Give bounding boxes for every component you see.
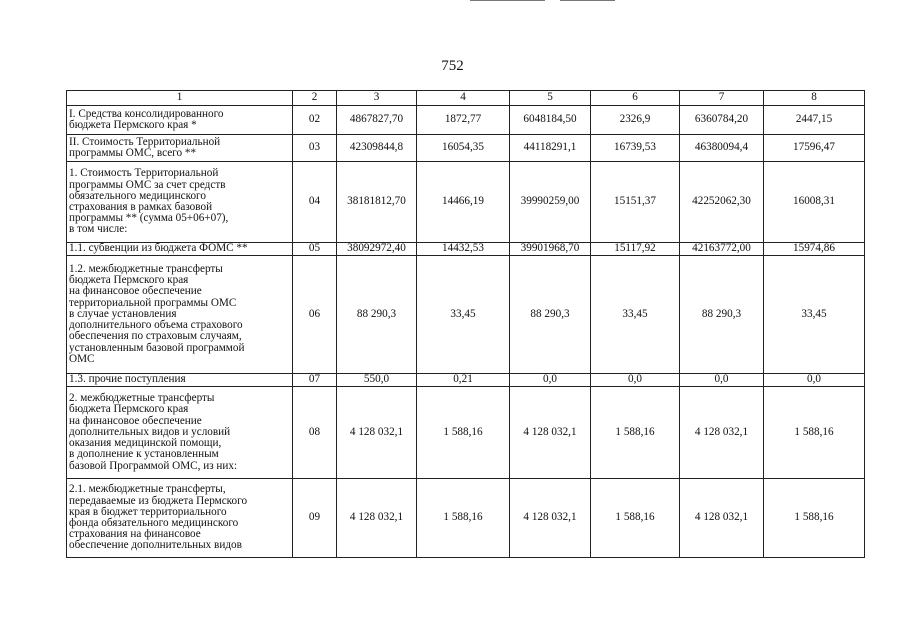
value-cell: 1 588,16: [591, 479, 680, 558]
row-label-line: ОМС: [69, 352, 95, 365]
value-cell: 6360784,20: [680, 106, 764, 135]
row-label-line: бюджета Пермского края: [69, 403, 189, 416]
value-cell: 1872,77: [417, 106, 510, 135]
value-cell: 4 128 032,1: [337, 479, 417, 558]
row-label-line: страхования в рамках базовой: [69, 201, 213, 213]
row-label-line: передаваемые из бюджета Пермского: [69, 494, 248, 507]
row-label-line: 1. Стоимость Территориальной: [69, 167, 219, 180]
header-row: [67, 91, 865, 106]
row-label-line: оказания медицинской помощи,: [69, 437, 222, 450]
row-label-line: бюджета Пермского края *: [69, 119, 197, 131]
row-label-line: II. Стоимость Территориальной: [69, 135, 221, 148]
table-row: [67, 479, 865, 558]
value-cell: 16739,53: [591, 135, 680, 162]
row-label: [67, 256, 293, 374]
row-label-line: бюджета Пермского края: [69, 274, 189, 287]
table-row: [67, 387, 865, 479]
value-cell: 38092972,40: [337, 243, 417, 256]
row-label: [67, 479, 293, 558]
column-header: 1: [67, 91, 293, 106]
row-label-line: в случае установления: [69, 307, 177, 320]
column-header: 3: [337, 91, 417, 106]
budget-table: [66, 90, 865, 558]
row-label-line: 1.3. прочие поступления: [69, 373, 186, 386]
row-label-line: фонда обязательного медицинского: [69, 517, 239, 529]
row-label-line: 2.1. межбюджетные трансферты,: [69, 483, 226, 496]
row-label-line: программы ОМС за счет средств: [69, 178, 226, 191]
value-cell: 88 290,3: [510, 256, 591, 374]
row-label: [67, 162, 293, 243]
page-number: 752: [441, 58, 464, 74]
row-code: 03: [293, 135, 337, 162]
value-cell: 6048184,50: [510, 106, 591, 135]
row-label-line: страхования на финансовое: [69, 528, 201, 541]
value-cell: 0,0: [591, 374, 680, 387]
value-cell: 39990259,00: [510, 162, 591, 243]
table-row: [67, 243, 865, 256]
column-header: 2: [293, 91, 337, 106]
value-cell: 1 588,16: [764, 479, 865, 558]
value-cell: 0,0: [764, 374, 865, 387]
row-label-line: края в бюджет территориального: [69, 505, 227, 518]
table-row: [67, 256, 865, 374]
value-cell: 1 588,16: [417, 387, 510, 479]
row-label: [67, 135, 293, 162]
row-label-line: программы ** (сумма 05+06+07),: [69, 212, 229, 225]
row-label-line: I. Средства консолидированного: [69, 107, 224, 120]
value-cell: 42163772,00: [680, 243, 764, 256]
row-label-line: в том числе:: [69, 223, 128, 236]
row-code: 02: [293, 106, 337, 135]
value-cell: 33,45: [417, 256, 510, 374]
row-code: 04: [293, 162, 337, 243]
row-code: 09: [293, 479, 337, 558]
row-code: 06: [293, 256, 337, 374]
value-cell: 42252062,30: [680, 162, 764, 243]
row-label: [67, 374, 293, 387]
row-label-line: территориальной программы ОМС: [69, 296, 237, 309]
value-cell: 88 290,3: [680, 256, 764, 374]
value-cell: 550,0: [337, 374, 417, 387]
value-cell: 1 588,16: [764, 387, 865, 479]
scan-edge-line: [470, 0, 545, 1]
value-cell: 4 128 032,1: [680, 479, 764, 558]
value-cell: 4 128 032,1: [510, 479, 591, 558]
value-cell: 33,45: [764, 256, 865, 374]
row-label-line: в дополнение к установленным: [69, 448, 219, 461]
row-label-line: обеспечения по страховым случаям,: [69, 330, 242, 343]
value-cell: 16054,35: [417, 135, 510, 162]
value-cell: 4 128 032,1: [337, 387, 417, 479]
row-label-line: обязательного медицинского: [69, 189, 206, 202]
row-label-line: дополнительного объема страхового: [69, 319, 243, 332]
table-row: [67, 135, 865, 162]
row-label-line: обеспечение дополнительных видов: [69, 539, 242, 552]
column-header: 4: [417, 91, 510, 106]
column-header: 6: [591, 91, 680, 106]
row-label: [67, 387, 293, 479]
table-row: [67, 106, 865, 135]
row-code: 05: [293, 243, 337, 256]
column-header: 5: [510, 91, 591, 106]
value-cell: 38181812,70: [337, 162, 417, 243]
value-cell: 39901968,70: [510, 243, 591, 256]
value-cell: 15151,37: [591, 162, 680, 243]
column-header: 7: [680, 91, 764, 106]
value-cell: 33,45: [591, 256, 680, 374]
value-cell: 15974,86: [764, 243, 865, 256]
table-row: [67, 162, 865, 243]
value-cell: 4 128 032,1: [680, 387, 764, 479]
value-cell: 14466,19: [417, 162, 510, 243]
value-cell: 1 588,16: [591, 387, 680, 479]
table-row: [67, 374, 865, 387]
row-code: 07: [293, 374, 337, 387]
value-cell: 4 128 032,1: [510, 387, 591, 479]
value-cell: 42309844,8: [337, 135, 417, 162]
value-cell: 15117,92: [591, 243, 680, 256]
value-cell: 46380094,4: [680, 135, 764, 162]
value-cell: 88 290,3: [337, 256, 417, 374]
row-label-line: программы ОМС, всего **: [69, 147, 197, 159]
row-label-line: установленным базовой программой: [69, 341, 245, 354]
row-label-line: дополнительных видов и условий: [69, 425, 231, 438]
row-label: [67, 106, 293, 135]
row-label-line: базовой Программой ОМС, из них:: [69, 459, 238, 472]
row-label-line: на финансовое обеспечение: [69, 285, 202, 298]
value-cell: 44118291,1: [510, 135, 591, 162]
row-label-line: 1.2. межбюджетные трансферты: [69, 263, 223, 276]
value-cell: 0,21: [417, 374, 510, 387]
value-cell: 4867827,70: [337, 106, 417, 135]
value-cell: 0,0: [680, 374, 764, 387]
value-cell: 2447,15: [764, 106, 865, 135]
value-cell: 2326,9: [591, 106, 680, 135]
row-label-line: на финансовое обеспечение: [69, 414, 202, 427]
value-cell: 14432,53: [417, 243, 510, 256]
scan-edge-line: [560, 0, 615, 1]
row-label-line: 1.1. субвенции из бюджета ФОМС **: [69, 242, 248, 255]
value-cell: 16008,31: [764, 162, 865, 243]
row-label: [67, 243, 293, 256]
column-header: 8: [764, 91, 865, 106]
row-code: 08: [293, 387, 337, 479]
value-cell: 1 588,16: [417, 479, 510, 558]
row-label-line: 2. межбюджетные трансферты: [69, 392, 215, 405]
value-cell: 17596,47: [764, 135, 865, 162]
value-cell: 0,0: [510, 374, 591, 387]
